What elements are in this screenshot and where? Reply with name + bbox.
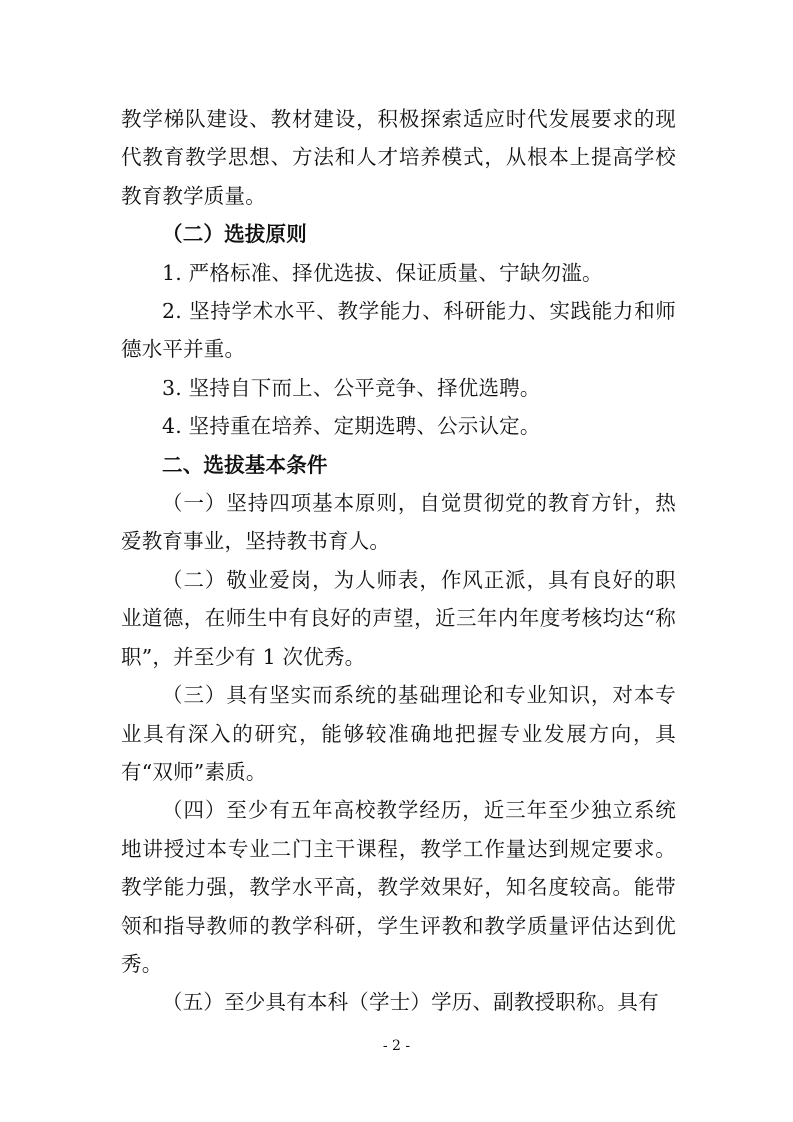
principle-1: 1. 严格标准、择优选拔、保证质量、宁缺勿滥。 xyxy=(162,260,603,285)
heading-selection-principles: （二）选拔原则 xyxy=(162,222,307,247)
principle-4: 4. 坚持重在培养、定期选聘、公示认定。 xyxy=(162,414,541,439)
condition-1: （一）坚持四项基本原则，自觉贯彻党的教育方针，热爱教育事业，坚持教书育人。 xyxy=(121,491,676,554)
principle-2: 2. 坚持学术水平、教学能力、科研能力、实践能力和师德水平并重。 xyxy=(121,299,676,362)
paragraph-1: 教学梯队建设、教材建设，积极探索适应时代发展要求的现代教育教学思想、方法和人才培养模式，从根本上提高学校教育教学质量。 xyxy=(121,107,676,208)
heading-basic-conditions: 二、选拔基本条件 xyxy=(162,452,328,477)
page-number: - 2 - xyxy=(382,1038,411,1054)
condition-3: （三）具有坚实而系统的基础理论和专业知识，对本专业具有深入的研究，能够较准确地把握专业发展方向，具有“双师”素质。 xyxy=(121,683,676,784)
body-text xyxy=(121,100,676,1022)
condition-4: （四）至少有五年高校教学经历，近三年至少独立系统地讲授过本专业二门主干课程，教学工作量达到规定要求。教学能力强，教学水平高，教学效果好，知名度较高。能带领和指导教师的教学科研，学生评教和教学质量评估达到优秀。 xyxy=(121,798,676,976)
condition-5: （五）至少具有本科（学士）学历、副教授职称。具有 xyxy=(162,990,659,1015)
principle-3: 3. 坚持自下而上、公平竞争、择优选聘。 xyxy=(162,375,541,400)
condition-2: （二）敬业爱岗，为人师表，作风正派，具有良好的职业道德，在师生中有良好的声望，近三年内年度考核均达“称职”，并至少有 1 次优秀。 xyxy=(121,567,676,669)
